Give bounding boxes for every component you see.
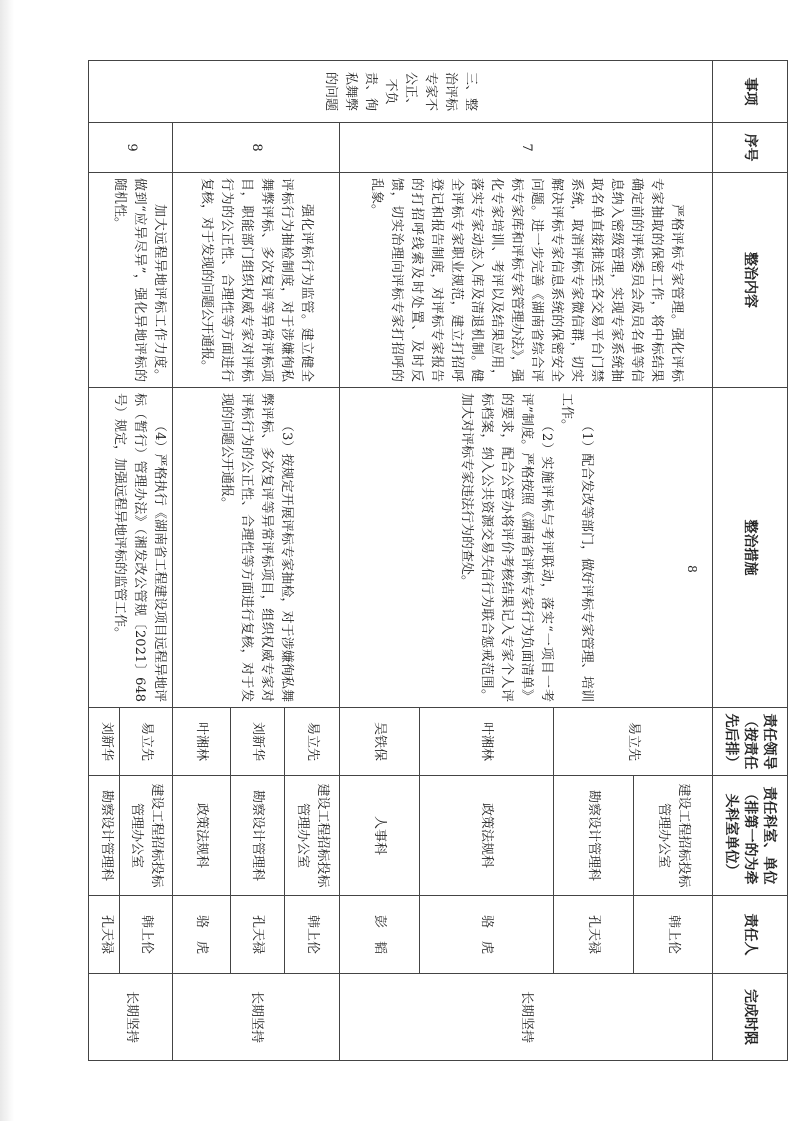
row-content [89,173,173,388]
row-content-text: 强化评标行为监管。建立健全评标行为抽检制度，对于涉嫌徇私舞弊评标、多次复评等异常评标项目，职能部门组织权威专家对评标行为的公正性、合理性等方面进行复核，对于发现的问题公开通报。 [199,178,315,382]
person-cell: 孔天禄 [554,896,633,974]
dept-cell: 建设工程招标投标管理办公室 [119,776,173,896]
person-cell: 韩上伦 [633,896,712,974]
deadline-cell: 长期坚持 [340,974,713,1061]
dept-cell: 政策法规科 [419,776,554,896]
dept-cell: 勘察设计管理科 [230,776,285,896]
row-content-text: 加大远程异地评标工作力度。做到“应异尽异”，强化异地评标的随机性。 [112,178,168,382]
deadline-cell: 长期坚持 [173,974,340,1061]
row-seq: 8 [173,123,340,173]
person-cell: 韩上伦 [285,896,340,974]
leader-cell: 刘新华 [89,708,120,776]
row-content-text: 严格评标专家管理。强化评标专家抽取的保密工作，将中标结果确定前的评标委员会成员名单等信息纳入密级管理，实现专家系统抽取名单直接推送至各交易平台门禁系统，取消评标专家微信群，切实解决评标专家信息系统的保密安全问题。进一步完善《湖南省综合评标专家库和评标专家管理办法》，强化专家培训、考评以及结果应用，落实专家动态入库及清退机制。健全评标专家职业规范，建立打招呼登记和报告制度，对评标专家报告的打招呼线索及时处置、及时反馈，切实治理向评标专家打招呼的乱象。 [369,178,685,382]
page-number: 8 [684,565,699,573]
person-cell: 孔天禄 [230,896,285,974]
dept-cell: 勘察设计管理科 [554,776,633,896]
leader-cell: 叶湘林 [419,708,554,776]
measure-text: （3）按规定开展评标专家抽检，对于涉嫌徇私舞弊评标、多次复评等异常评标项目，组织权威专家对评标行为的公正性、合理性等方面进行复核，对于发现的问题公开通报。 [219,393,295,702]
row-seq: 9 [89,123,173,173]
leader-cell: 叶湘林 [173,708,230,776]
row-measures [173,388,340,708]
dept-cell: 建设工程招标投标管理办公室 [633,776,712,896]
header-measures: 整治措施 [713,388,788,708]
header-item: 事项 [713,61,788,123]
header-content: 整治内容 [713,173,788,388]
person-cell: 骆 虎 [173,896,230,974]
measure-text: （1）配合发改等部门，做好评标专家管理、培训工作。 [559,393,595,702]
dept-cell: 勘察设计管理科 [89,776,120,896]
deadline-cell: 长期坚持 [89,974,173,1061]
leader-cell: 吴铁保 [340,708,420,776]
row-measures [340,388,713,708]
header-deadline: 完成时限 [713,974,788,1061]
dept-cell: 建设工程招标投标管理办公室 [285,776,340,896]
table-row [633,61,712,1061]
row-measures [89,388,173,708]
dept-cell: 政策法规科 [173,776,230,896]
page-edge-shadow [0,0,14,1121]
rectification-table [88,60,788,1061]
table-row [285,61,340,1061]
header-leader: 责任领导（按责任先后排） [713,708,788,776]
measure-text: （2）实施评标与考评联动，落实“一项目一考评”制度。严格按照《湖南省评标专家行为负面清单》的要求，配合公管办将评价考核结果记入专家个人评标档案，纳入公共资源交易失信行为联合惩戒范围。加大对评标专家违法行为的查处。 [459,393,555,702]
leader-cell: 易立先 [119,708,173,776]
leader-cell: 易立先 [285,708,340,776]
row-seq: 7 [340,123,713,173]
row-content [173,173,340,388]
person-cell: 彭 韬 [340,896,420,974]
rotated-page [88,60,788,1060]
header-person: 责任人 [713,896,788,974]
table-header-row [713,61,788,1061]
header-dept: 责任科室、单位（排第一的为牵头科室单位） [713,776,788,896]
leader-cell: 刘新华 [230,708,285,776]
person-cell: 孔天禄 [89,896,120,974]
section-title: 三、整治评标专家不公正、不负责、徇私舞弊的问题 [89,61,713,123]
dept-cell: 人事科 [340,776,420,896]
leader-cell: 易立先 [554,708,713,776]
measure-text: （4）严格执行《湖南省工程建设项目远程异地评标（暂行）管理办法》（湘发改公管规〔2021〕648号）规定，加强远程异地评标的监管工作。 [112,393,168,702]
row-content [340,173,713,388]
person-cell: 骆 虎 [419,896,554,974]
table-row [122,61,173,1061]
person-cell: 韩上伦 [119,896,173,974]
header-seq: 序号 [713,123,788,173]
